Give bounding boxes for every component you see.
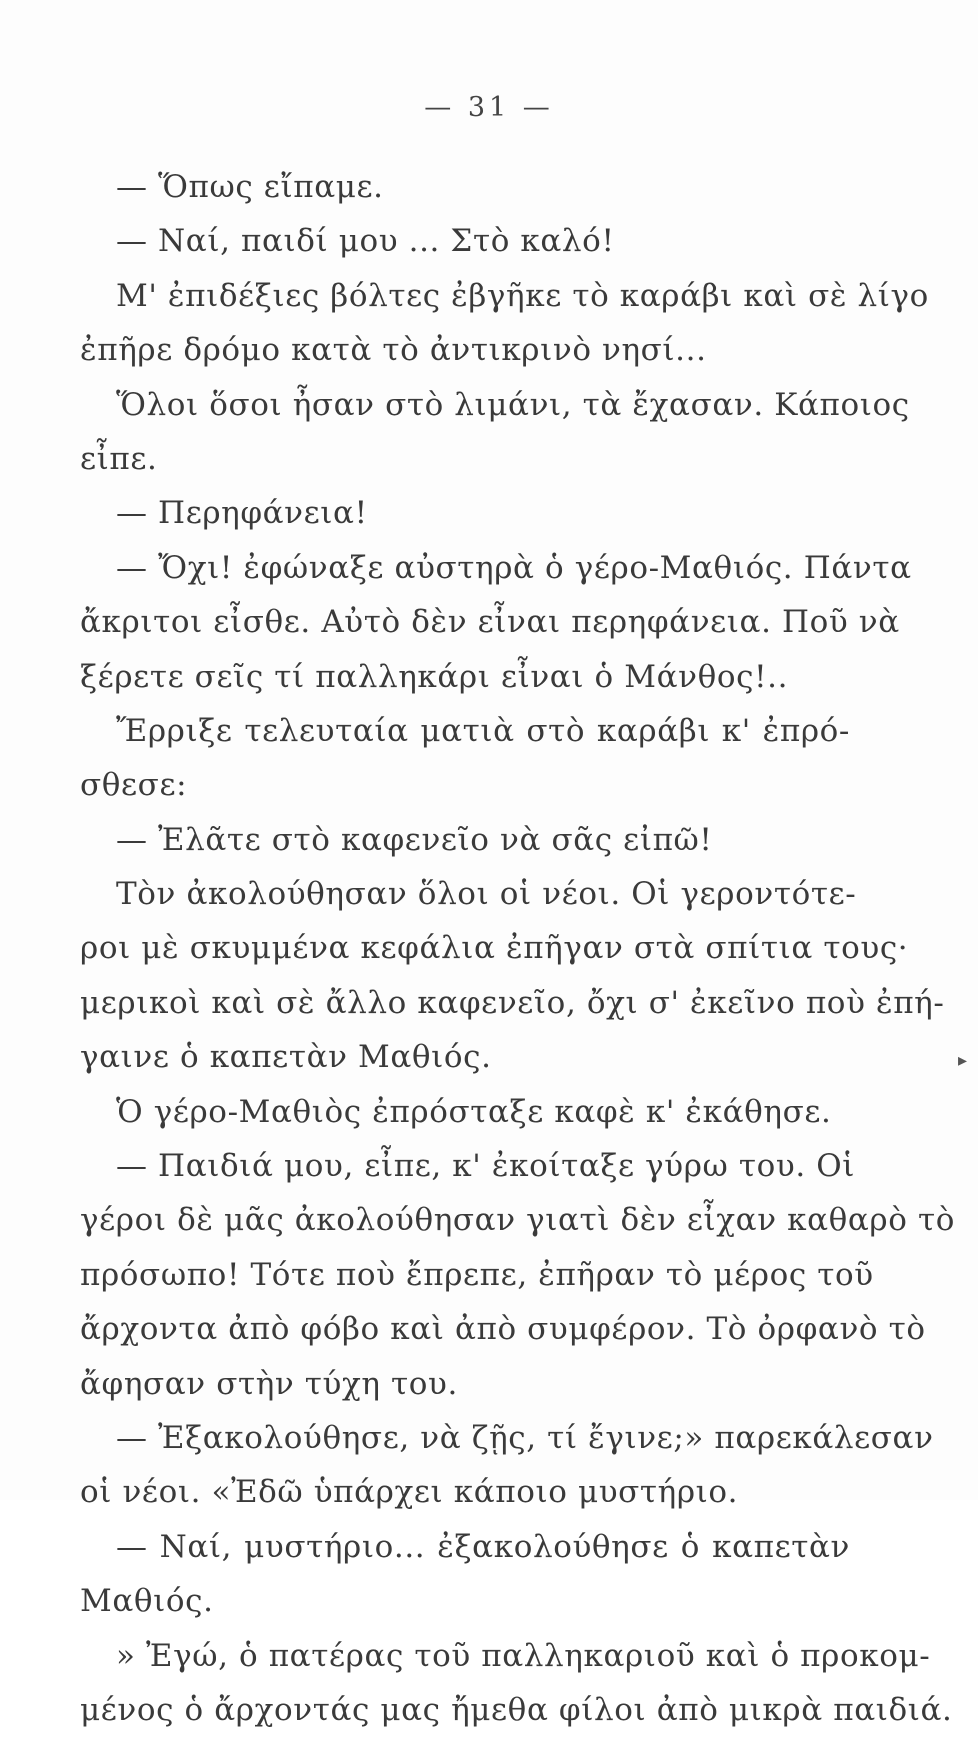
text-line: — Παιδιά μου, εἶπε, κ' ἐκοίταξε γύρω του. Οἱ — [116, 1148, 856, 1185]
text-line: Μαθιός. — [80, 1583, 214, 1620]
text-line: — Περηφάνεια! — [116, 495, 368, 532]
text-line: ἄκριτοι εἶσθε. Αὐτὸ δὲν εἶναι περηφάνεια. Ποῦ νὰ — [80, 604, 900, 641]
text-line: Μ' ἐπιδέξιες βόλτες ἐβγῆκε τὸ καράβι καὶ σὲ λίγο — [116, 277, 929, 314]
text-line: Ἔρριξε τελευταία ματιὰ στὸ καράβι κ' ἐπρό- — [116, 712, 850, 749]
text-line: — Ὄχι! ἐφώναξε αὐστηρὰ ὁ γέρο-Μαθιός. Πάντα — [116, 549, 912, 586]
text-line: — Ναί, παιδί μου ... Στὸ καλό! — [116, 223, 615, 260]
body-text — [80, 160, 955, 1737]
text-line: γαινε ὁ καπετὰν Μαθιός. — [80, 1039, 492, 1076]
text-line: μερικοὶ καὶ σὲ ἄλλο καφενεῖο, ὄχι σ' ἐκεῖνο ποὺ ἐπή- — [80, 984, 945, 1021]
text-line: » Ἐγώ, ὁ πατέρας τοῦ παλληκαριοῦ καὶ ὁ προκομ- — [116, 1637, 931, 1674]
text-line: σθεσε: — [80, 767, 188, 804]
text-line: γέροι δὲ μᾶς ἀκολούθησαν γιατὶ δὲν εἶχαν καθαρὸ τὸ — [80, 1202, 955, 1239]
text-line: Ὁ γέρο-Μαθιὸς ἐπρόσταξε καφὲ κ' ἐκάθησε. — [116, 1093, 832, 1130]
text-line: Τὸν ἀκολούθησαν ὅλοι οἱ νέοι. Οἱ γεροντότε- — [116, 876, 857, 913]
text-line: μένος ὁ ἄρχοντάς μας ἤμεθα φίλοι ἀπὸ μικρὰ παιδιά. — [80, 1691, 953, 1728]
text-line: ἐπῆρε δρόμο κατὰ τὸ ἀντικρινὸ νησί... — [80, 332, 707, 369]
text-line: — Ὅπως εἴπαμε. — [116, 169, 384, 205]
text-line: — Ἐξακολούθησε, νὰ ζῇς, τί ἔγινε;» παρεκάλεσαν — [116, 1419, 934, 1456]
text-line: εἶπε. — [80, 440, 158, 477]
text-line: ξέρετε σεῖς τί παλληκάρι εἶναι ὁ Μάνθος!.. — [80, 658, 789, 695]
text-line: Ὅλοι ὅσοι ἦσαν στὸ λιμάνι, τὰ ἔχασαν. Κάποιος — [116, 386, 910, 423]
text-line: ἄφησαν στὴν τύχη του. — [80, 1365, 458, 1402]
text-line: — Ναί, μυστήριο... ἐξακολούθησε ὁ καπετὰν — [116, 1528, 850, 1565]
page-number: — 31 — — [424, 92, 554, 123]
text-line: ἄρχοντα ἀπὸ φόβο καὶ ἀπὸ συμφέρον. Τὸ ὀρφανὸ τὸ — [80, 1311, 926, 1348]
text-line: πρόσωπο! Τότε ποὺ ἔπρεπε, ἐπῆραν τὸ μέρος τοῦ — [80, 1256, 874, 1293]
text-line: οἱ νέοι. «Ἐδῶ ὑπάρχει κάποιο μυστήριο. — [80, 1474, 739, 1511]
text-line: — Ἐλᾶτε στὸ καφενεῖο νὰ σᾶς εἰπῶ! — [116, 821, 713, 858]
margin-mark: ▸ — [958, 1050, 968, 1071]
text-line: ροι μὲ σκυμμένα κεφάλια ἐπῆγαν στὰ σπίτια τους· — [80, 930, 909, 967]
